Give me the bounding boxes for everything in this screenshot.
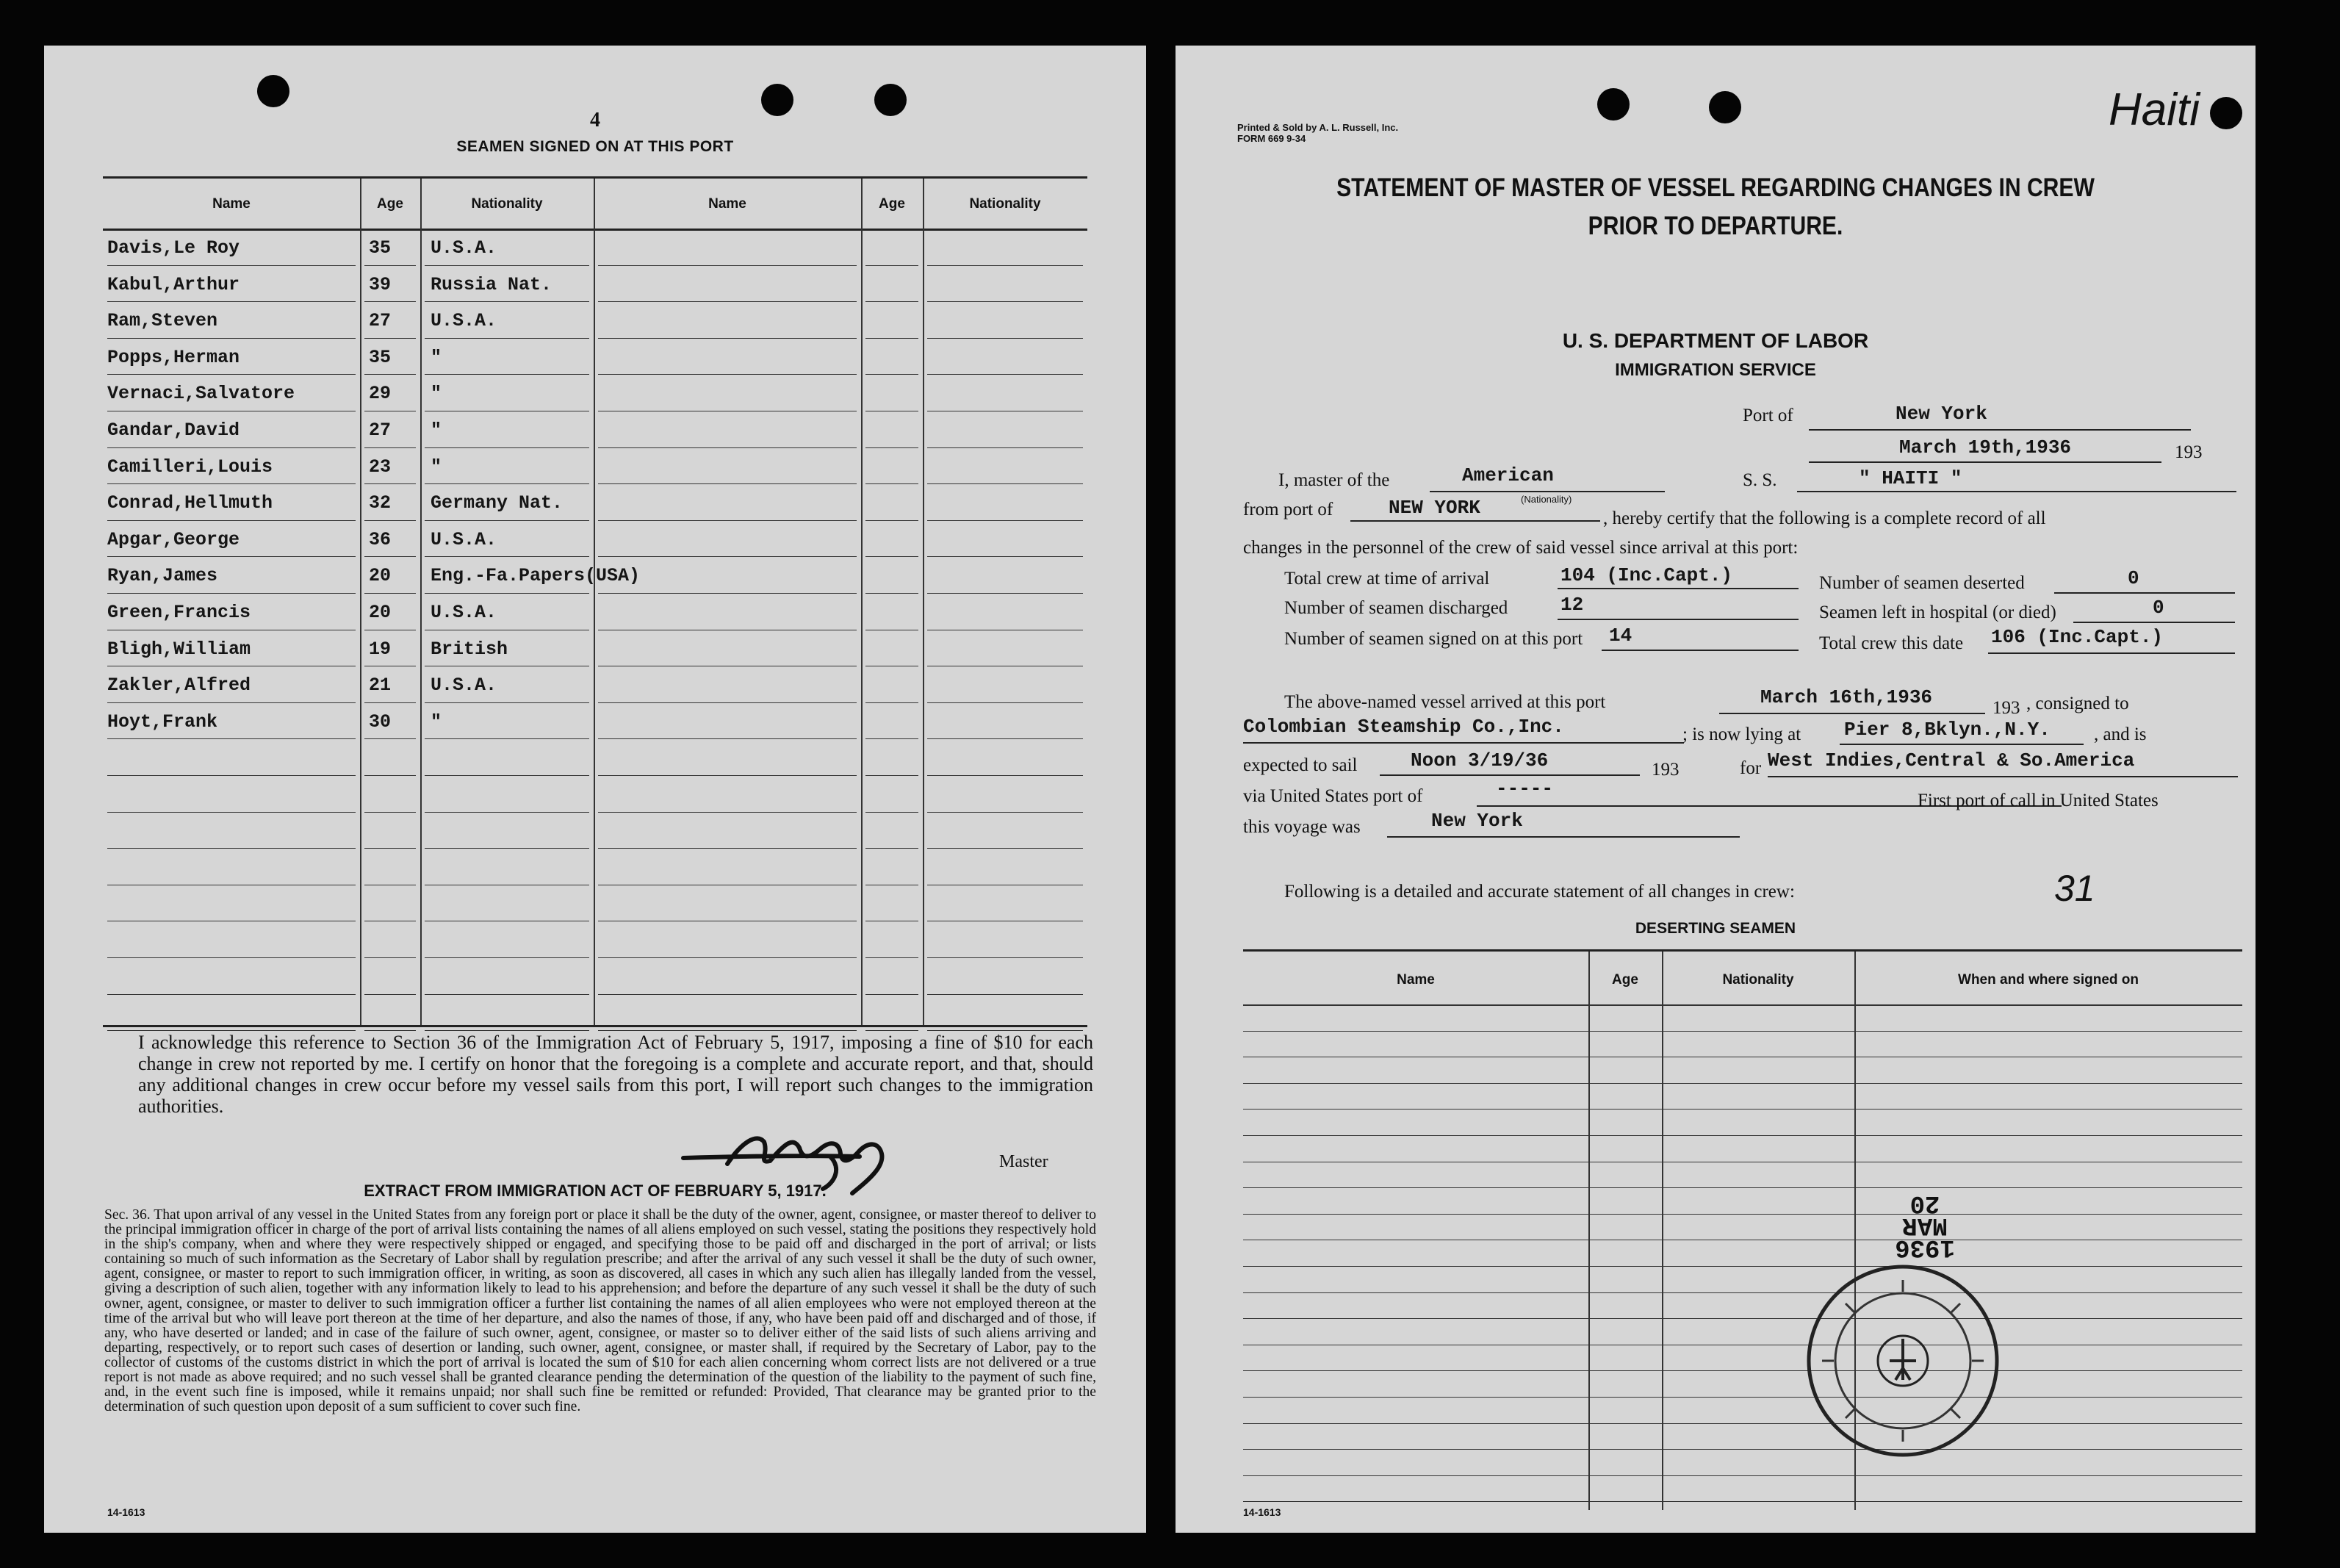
deserted-label: Number of seamen deserted <box>1819 573 2025 593</box>
year-prefix: 193 <box>2175 442 2203 462</box>
master-of-label: I, master of the <box>1278 470 1390 490</box>
ss-label: S. S. <box>1743 470 1777 490</box>
extract-text: Sec. 36. That upon arrival of any vessel in the United States from any foreign port or place it shall be the duty of the owner, agent, consignee, or master thereof to deliver to the principal immigration officer in charge of the port of arrival lists containing the names of all aliens employed on such vessel, stating the positions they respectively hold in the ship's company, when and where they were respectively shipped or engaged, and specifying those to be paid off and discharged in the port of arrival; or lists containing so much of such information as the Secretary of Labor shall by regulation prescribe; and after the arrival of any such vessel it shall be the duty of such owner, agent, consignee, or master to report to such immigration officer, in writing, as soon as discovered, all cases in which any such alien has illegally landed from the vessel, giving a description of such alien, together with any information likely to lead to his apprehension; and before the departure of any such vessel it shall be the duty of such owner, agent, consignee, or master to deliver to such immigration officer a further list containing the names of all alien employees who were not employed thereon at the time of the arrival but who will leave port thereon at the time of her departure, and also the names of those, if any, who have been paid off and discharged and of those, if any, who have deserted or landed; and in case of the failure of such owner, agent, consignee, or master so to deliver either of the said lists of such aliens arriving and departing, respectively, or to report such cases of desertion or landing, such owner, agent, consignee, or master shall, if required by the Secretary of Labor, pay to the collector of customs of the customs district in which the port of arrival is located the sum of $10 for each alien concerning whom correct lists are not delivered or a true report is not made as above required; and no such vessel shall be granted clearance pending the determination of the question of the liability to the payment of such fine, and, in the event such fine is imposed, while it remains unpaid; nor shall such fine be remitted or refunded: Provided, That clearance may be granted prior to the determination of such question upon deposit of a sum sufficient to cover such fine. <box>104 1207 1096 1415</box>
arrived-label: The above-named vessel arrived at this port <box>1284 692 1606 712</box>
printer-line: Printed & Sold by A. L. Russell, Inc. <box>1237 122 1399 133</box>
seaman-name: Vernaci,Salvatore <box>107 383 295 405</box>
signed-on-label: Number of seamen signed on at this port <box>1284 629 1583 649</box>
via-label: via United States port of <box>1243 786 1423 806</box>
form-code: 14-1613 <box>107 1506 145 1518</box>
seaman-nationality: U.S.A. <box>431 675 497 697</box>
consigned-label: , consigned to <box>2026 694 2129 713</box>
expected-label: expected to sail <box>1243 755 1358 775</box>
seaman-age: 27 <box>369 310 392 332</box>
nationality-value: American <box>1462 464 1554 486</box>
arrived-value: March 16th,1936 <box>1760 686 1933 708</box>
seaman-age: 30 <box>369 711 392 733</box>
column-header: Nationality <box>471 196 543 212</box>
seaman-age: 20 <box>369 565 392 587</box>
date-stamp: 1936 MAR 20 <box>1895 1189 1955 1261</box>
seaman-age: 20 <box>369 602 392 623</box>
seaman-age: 35 <box>369 346 392 368</box>
deserted-value: 0 <box>2128 567 2139 589</box>
ship-name: " HAITI " <box>1859 467 1962 489</box>
extract-title: EXTRACT FROM IMMIGRATION ACT OF FEBRUARY 5, 1917. <box>364 1182 827 1200</box>
seaman-nationality: Eng.-Fa.Papers(USA) <box>431 565 641 587</box>
seaman-name: Popps,Herman <box>107 346 240 368</box>
immigration-service-stamp <box>1793 1251 2013 1471</box>
service-name: IMMIGRATION SERVICE <box>1615 360 1816 380</box>
via-value: ----- <box>1496 777 1554 799</box>
seaman-age: 27 <box>369 420 392 441</box>
voyage-value: New York <box>1431 810 1523 832</box>
from-port-value: NEW YORK <box>1389 497 1480 519</box>
form-code: 14-1613 <box>1243 1506 1281 1518</box>
seaman-nationality: " <box>431 383 442 405</box>
form-title <box>1251 169 2180 245</box>
from-port-label: from port of <box>1243 500 1333 519</box>
column-header: When and where signed on <box>1958 972 2139 988</box>
seamen-signed-on-table <box>103 176 1087 1027</box>
seaman-name: Ryan,James <box>107 565 218 587</box>
seaman-nationality: U.S.A. <box>431 602 497 623</box>
right-page <box>1176 46 2256 1533</box>
seaman-nationality: " <box>431 346 442 368</box>
form-number: FORM 669 9-34 <box>1237 133 1306 144</box>
left-page <box>44 46 1146 1533</box>
seaman-age: 19 <box>369 638 392 660</box>
nationality-note: (Nationality) <box>1521 494 1572 505</box>
column-header: Name <box>1397 972 1435 988</box>
lying-label: ; is now lying at <box>1682 724 1801 744</box>
consignee-value: Colombian Steamship Co.,Inc. <box>1243 716 1564 738</box>
seaman-nationality: Germany Nat. <box>431 492 564 514</box>
changes-count: 31 <box>2054 868 2095 909</box>
seaman-age: 39 <box>369 273 392 295</box>
destination-value: West Indies,Central & So.America <box>1768 749 2135 772</box>
seaman-nationality: U.S.A. <box>431 310 497 332</box>
changes-text: changes in the personnel of the crew of said vessel since arrival at this port: <box>1243 538 1799 558</box>
seaman-nationality: U.S.A. <box>431 237 497 259</box>
year-prefix: 193 <box>1992 698 2020 718</box>
port-of-value: New York <box>1896 403 1987 425</box>
seaman-nationality: U.S.A. <box>431 528 497 550</box>
port-of-label: Port of <box>1743 406 1793 425</box>
seaman-name: Zakler,Alfred <box>107 675 251 697</box>
page-number: 4 <box>590 109 600 132</box>
seaman-age: 21 <box>369 675 392 697</box>
seaman-nationality: " <box>431 456 442 478</box>
form-title-line: STATEMENT OF MASTER OF VESSEL REGARDING CHANGES IN CREW <box>1336 173 2095 202</box>
for-label: for <box>1740 758 1762 778</box>
column-header: Age <box>1612 972 1638 988</box>
punch-hole <box>1709 91 1741 123</box>
year-prefix: 193 <box>1652 760 1680 780</box>
seaman-name: Green,Francis <box>107 602 251 623</box>
seaman-name: Davis,Le Roy <box>107 237 240 259</box>
total-crew-arrival-label: Total crew at time of arrival <box>1284 569 1490 589</box>
seaman-age: 32 <box>369 492 392 514</box>
column-header: Name <box>708 196 746 212</box>
lying-value: Pier 8,Bklyn.,N.Y. <box>1844 719 2051 741</box>
discharged-value: 12 <box>1560 594 1584 616</box>
certify-text: , hereby certify that the following is a complete record of all <box>1603 508 2046 528</box>
seaman-name: Gandar,David <box>107 420 240 441</box>
first-port-label: First port of call in United States <box>1918 791 2159 810</box>
department-name: U. S. DEPARTMENT OF LABOR <box>1562 329 1869 352</box>
seaman-age: 35 <box>369 237 392 259</box>
acknowledgment-text: I acknowledge this reference to Section 36 of the Immigration Act of February 5, 1917, imposing a fine of $10 for each change in crew not reported by me. I certify on honor that the foregoing is a complete and accurate report, and that, should any additional changes in crew occur before my vessel sails from this port, I will report such changes to the immigration authorities. <box>138 1032 1093 1117</box>
seaman-name: Ram,Steven <box>107 310 218 332</box>
seaman-name: Bligh,William <box>107 638 251 660</box>
column-header: Age <box>879 196 905 212</box>
following-label: Following is a detailed and accurate statement of all changes in crew: <box>1284 882 1795 902</box>
discharged-label: Number of seamen discharged <box>1284 598 1508 618</box>
column-header: Nationality <box>969 196 1041 212</box>
voyage-label: this voyage was <box>1243 817 1361 837</box>
total-crew-date-value: 106 (Inc.Capt.) <box>1991 626 2164 648</box>
column-header: Name <box>212 196 251 212</box>
date-value: March 19th,1936 <box>1899 436 2072 458</box>
seaman-name: Hoyt,Frank <box>107 711 218 733</box>
expected-value: Noon 3/19/36 <box>1411 749 1549 772</box>
deserting-title: DESERTING SEAMEN <box>1635 920 1796 937</box>
handwritten-note: Haiti <box>2109 84 2200 135</box>
deserting-seamen-table <box>1243 949 2242 1510</box>
form-title-line: PRIOR TO DEPARTURE. <box>1588 212 1843 240</box>
punch-hole <box>257 75 289 107</box>
punch-hole <box>2210 97 2242 129</box>
total-crew-date-label: Total crew this date <box>1819 633 1964 653</box>
hospital-value: 0 <box>2153 597 2164 619</box>
printer-note <box>1237 122 1398 144</box>
seaman-nationality: British <box>431 638 508 660</box>
seaman-age: 36 <box>369 528 392 550</box>
section-title: SEAMEN SIGNED ON AT THIS PORT <box>456 138 734 155</box>
punch-hole <box>1597 88 1630 121</box>
column-header: Nationality <box>1722 972 1794 988</box>
master-label: Master <box>999 1152 1048 1171</box>
seaman-age: 23 <box>369 456 392 478</box>
seaman-name: Camilleri,Louis <box>107 456 273 478</box>
hospital-label: Seamen left in hospital (or died) <box>1819 603 2056 622</box>
seaman-name: Apgar,George <box>107 528 240 550</box>
signed-on-value: 14 <box>1609 625 1632 647</box>
and-is-label: , and is <box>2094 724 2147 744</box>
seaman-nationality: " <box>431 420 442 441</box>
column-header: Age <box>377 196 403 212</box>
seaman-name: Conrad,Hellmuth <box>107 492 273 514</box>
seaman-nationality: Russia Nat. <box>431 273 552 295</box>
total-crew-arrival-value: 104 (Inc.Capt.) <box>1560 564 1733 586</box>
seaman-age: 29 <box>369 383 392 405</box>
seaman-nationality: " <box>431 711 442 733</box>
seaman-name: Kabul,Arthur <box>107 273 240 295</box>
